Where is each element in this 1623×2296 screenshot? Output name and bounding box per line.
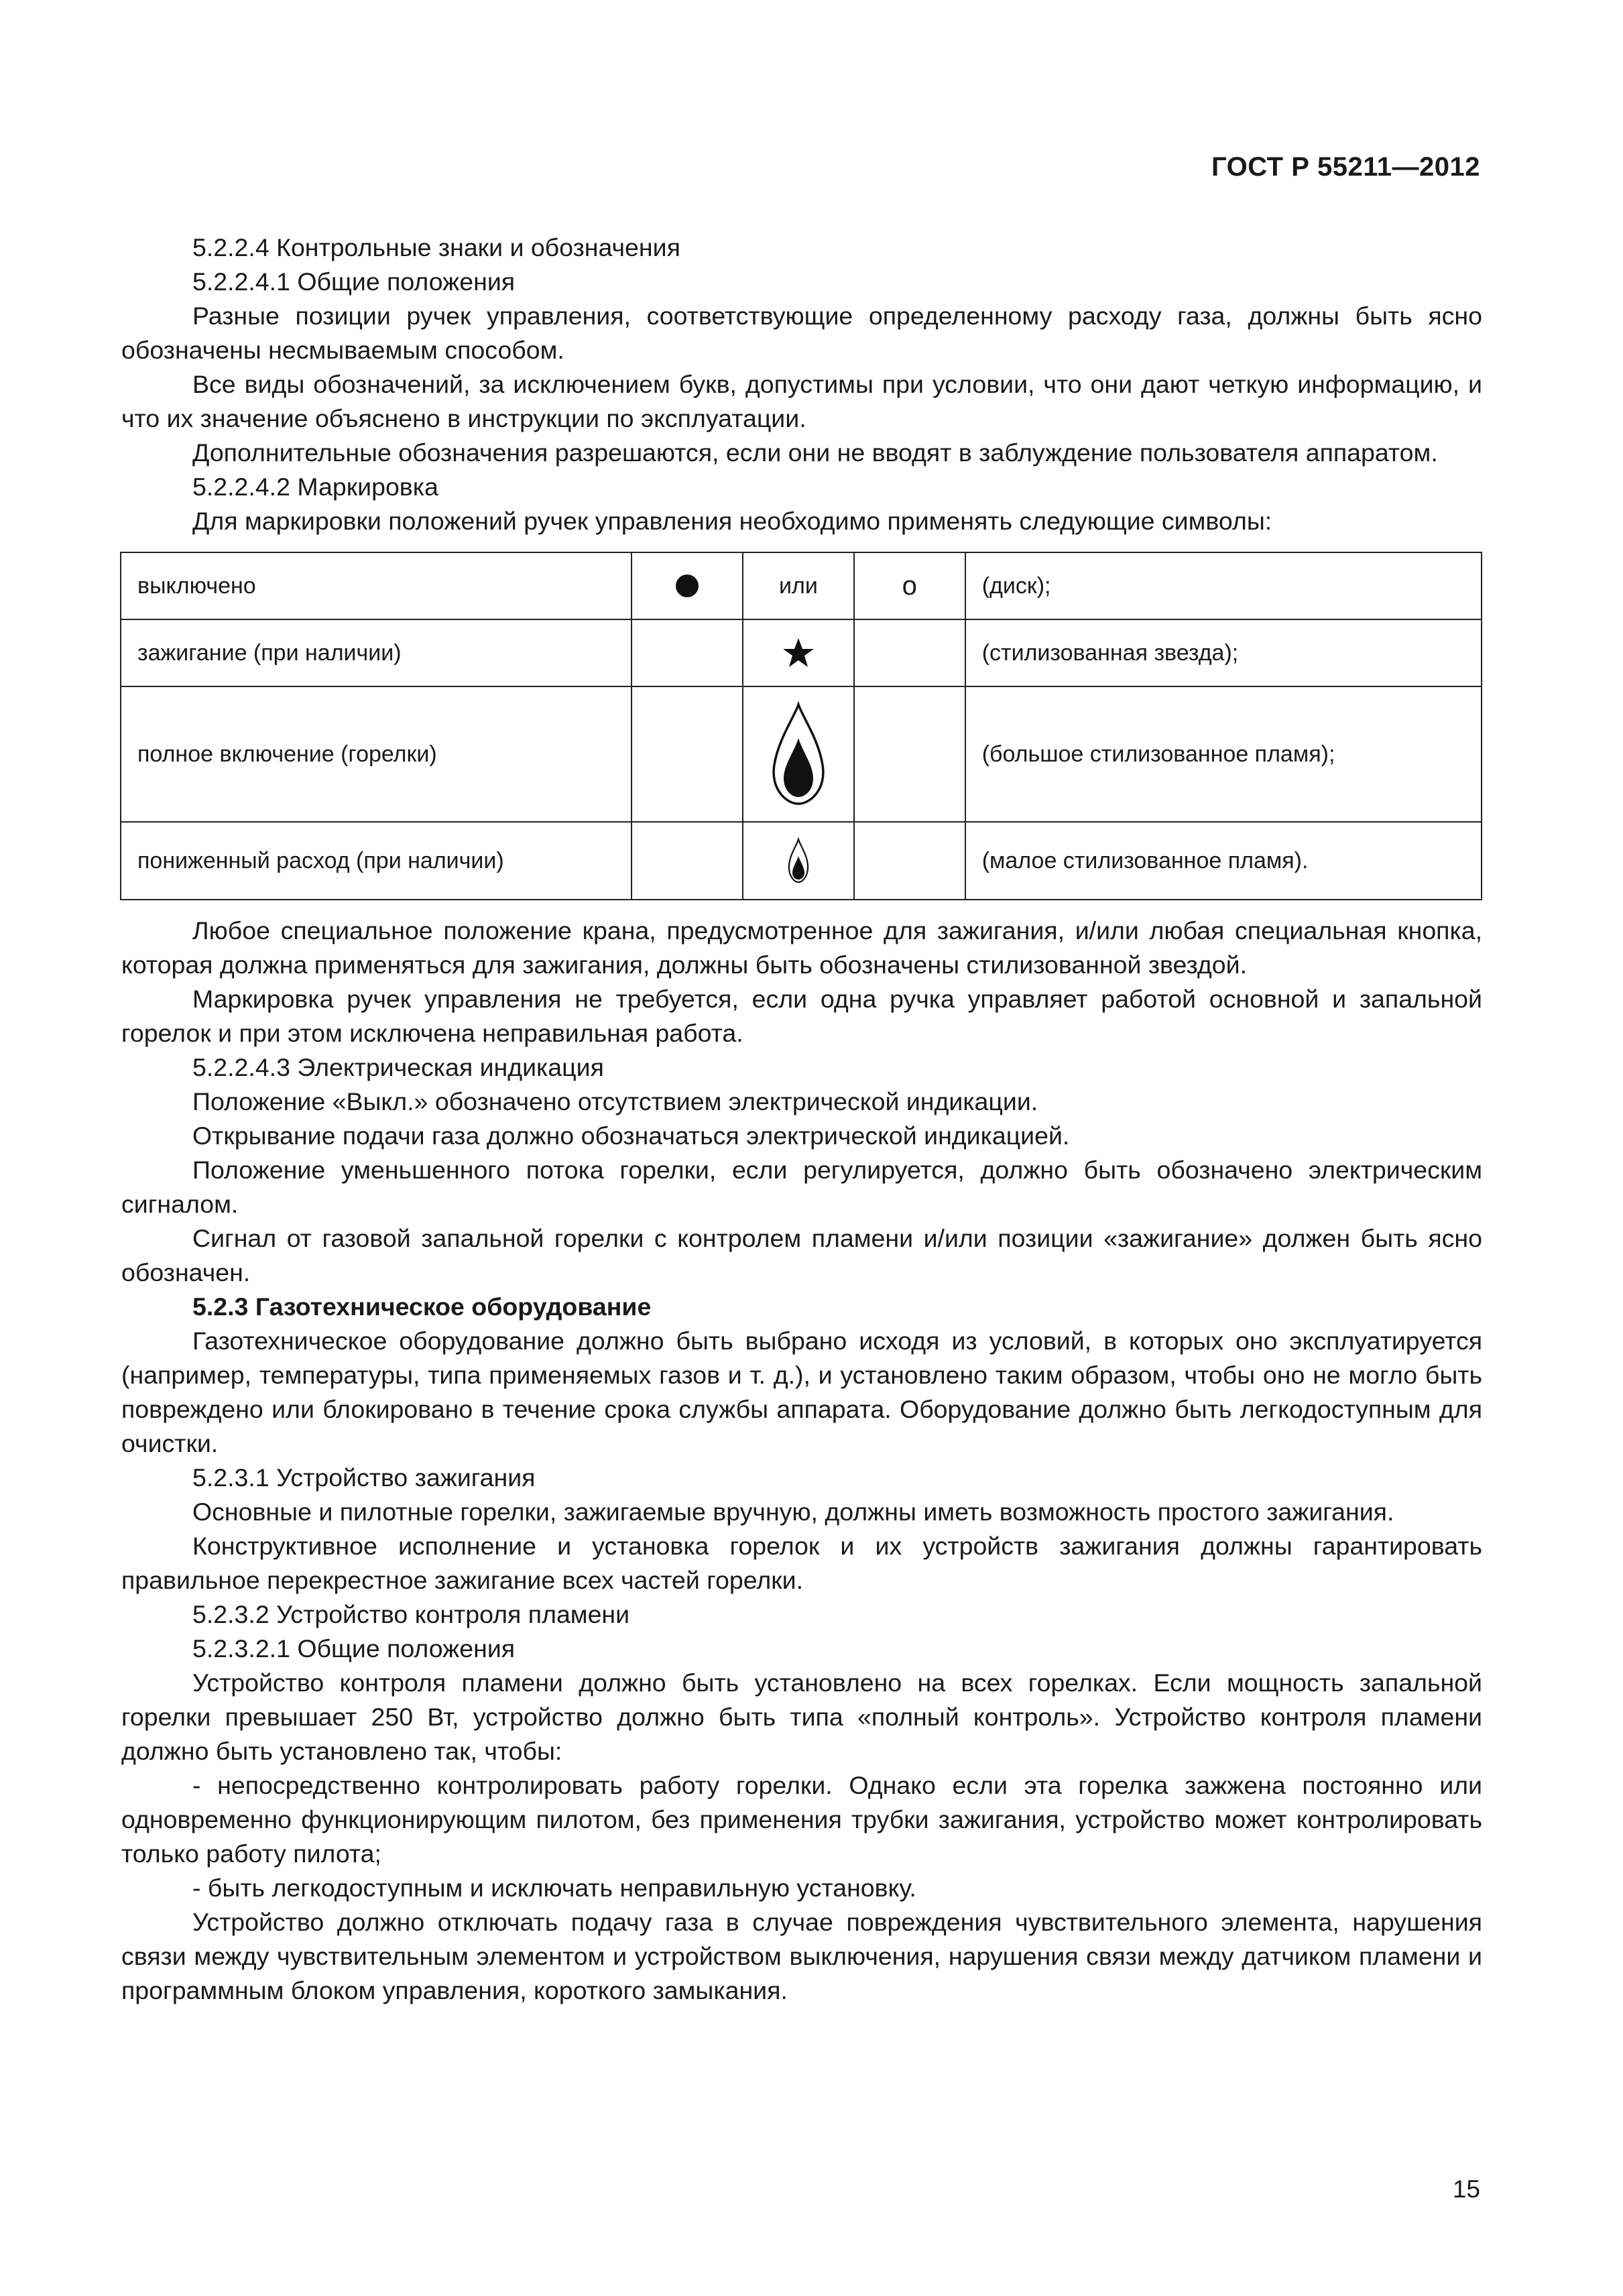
symbols-table [120, 552, 1482, 900]
star-icon [782, 637, 815, 669]
paragraph: Положение уменьшенного потока горелки, если регулируется, должно быть обозначено электрическим сигналом. [121, 1156, 1482, 1218]
paragraph: 5.2.2.4.2 Маркировка [192, 473, 438, 501]
paragraph: Все виды обозначений, за исключением букв, допустимы при условии, что они дают четкую информацию, и что их значение объяснено в инструкции по эксплуатации. [121, 370, 1482, 432]
paragraph: Сигнал от газовой запальной горелки с контролем пламени и/или позиции «зажигание» должен быть ясно обозначен. [121, 1224, 1482, 1286]
paragraph: Конструктивное исполнение и установка горелок и их устройств зажигания должны гарантировать правильное перекрестное зажигание всех частей горелки. [121, 1532, 1482, 1594]
table-row [121, 686, 1482, 822]
paragraph: 5.2.2.4.1 Общие положения [192, 267, 516, 296]
document-body [121, 231, 1482, 2008]
paragraph: Любое специальное положение крана, предусмотренное для зажигания, и/или любая специальная кнопка, которая должна применяться для зажигания, должны быть обозначены стилизованной звездой. [121, 916, 1482, 979]
table-cell-symbol [743, 686, 854, 822]
page-number: 15 [1452, 2175, 1480, 2203]
small-flame-icon [785, 837, 812, 884]
paragraph: 5.2.3.2 Устройство контроля пламени [192, 1600, 630, 1628]
paragraph: 5.2.2.4.3 Электрическая индикация [192, 1053, 604, 1081]
large-flame-icon [765, 701, 832, 808]
table-cell-empty [854, 686, 965, 822]
paragraph: Устройство контроля пламени должно быть установлено на всех горелках. Если мощность запальной горелки превышает 250 Вт, устройство должно быть типа «полный контроль». Устройство контроля пламени должно быть установлено так, чтобы: [121, 1669, 1482, 1765]
paragraph: Основные и пилотные горелки, зажигаемые вручную, должны иметь возможность простого зажигания. [192, 1498, 1394, 1526]
paragraph: Газотехническое оборудование должно быть выбрано исходя из условий, в которых оно эксплуатируется (например, температуры, типа применяемых газов и т. д.), и установлено таким образом, чтобы оно не могло быть повреждено или блокировано в течение срока службы аппарата. Оборудование должно быть легкодоступным для очистки. [121, 1327, 1482, 1457]
table-cell-empty [854, 619, 965, 686]
paragraph: Устройство должно отключать подачу газа в случае повреждения чувствительного элемента, нарушения связи между чувствительным элементом и устройством выключения, нарушения связи между датчиком пламени и программным блоком управления, короткого замыкания. [121, 1908, 1482, 2004]
table-cell-label: зажигание (при наличии) [121, 619, 632, 686]
table-cell-description: (большое стилизованное пламя); [965, 686, 1482, 822]
table-cell-alt-symbol: о [854, 552, 965, 619]
document-header: ГОСТ Р 55211—2012 [1211, 152, 1480, 182]
table-cell-empty [632, 619, 743, 686]
list-item: - непосредственно контролировать работу горелки. Однако если эта горелка зажжена постоянно или одновременно функционирующим пилотом, без применения трубки зажигания, устройство может контролировать только работу пилота; [121, 1771, 1482, 1868]
table-row [121, 552, 1482, 619]
paragraph: Разные позиции ручек управления, соответствующие определенному расходу газа, должны быть ясно обозначены несмываемым способом. [121, 302, 1482, 364]
table-cell-label: выключено [121, 552, 632, 619]
table-row [121, 619, 1482, 686]
table-cell-empty [632, 822, 743, 900]
table-cell-description: (стилизованная звезда); [965, 619, 1482, 686]
paragraph: Дополнительные обозначения разрешаются, если они не вводят в заблуждение пользователя аппаратом. [192, 438, 1438, 467]
table-cell-empty [632, 686, 743, 822]
table-cell-symbol [743, 619, 854, 686]
table-cell-symbol [632, 552, 743, 619]
paragraph: 5.2.3.2.1 Общие положения [192, 1634, 516, 1663]
table-cell-empty [854, 822, 965, 900]
section-heading: 5.2.3 Газотехническое оборудование [192, 1292, 652, 1321]
table-row [121, 822, 1482, 900]
paragraph: Маркировка ручек управления не требуется, если одна ручка управляет работой основной и запальной горелок и при этом исключена неправильная работа. [121, 985, 1482, 1047]
filled-disc-icon [674, 572, 701, 599]
table-cell-description: (малое стилизованное пламя). [965, 822, 1482, 900]
paragraph: Для маркировки положений ручек управления необходимо применять следующие символы: [192, 507, 1272, 535]
paragraph: 5.2.2.4 Контрольные знаки и обозначения [192, 233, 680, 261]
table-cell-label: пониженный расход (при наличии) [121, 822, 632, 900]
table-cell-label: полное включение (горелки) [121, 686, 632, 822]
table-cell-symbol [743, 822, 854, 900]
table-cell-description: (диск); [965, 552, 1482, 619]
list-item: - быть легкодоступным и исключать неправильную установку. [192, 1874, 916, 1902]
paragraph: Положение «Выкл.» обозначено отсутствием электрической индикации. [192, 1087, 1038, 1115]
table-cell-or: или [743, 552, 854, 619]
paragraph: 5.2.3.1 Устройство зажигания [192, 1463, 536, 1492]
paragraph: Открывание подачи газа должно обозначаться электрической индикацией. [192, 1122, 1070, 1150]
